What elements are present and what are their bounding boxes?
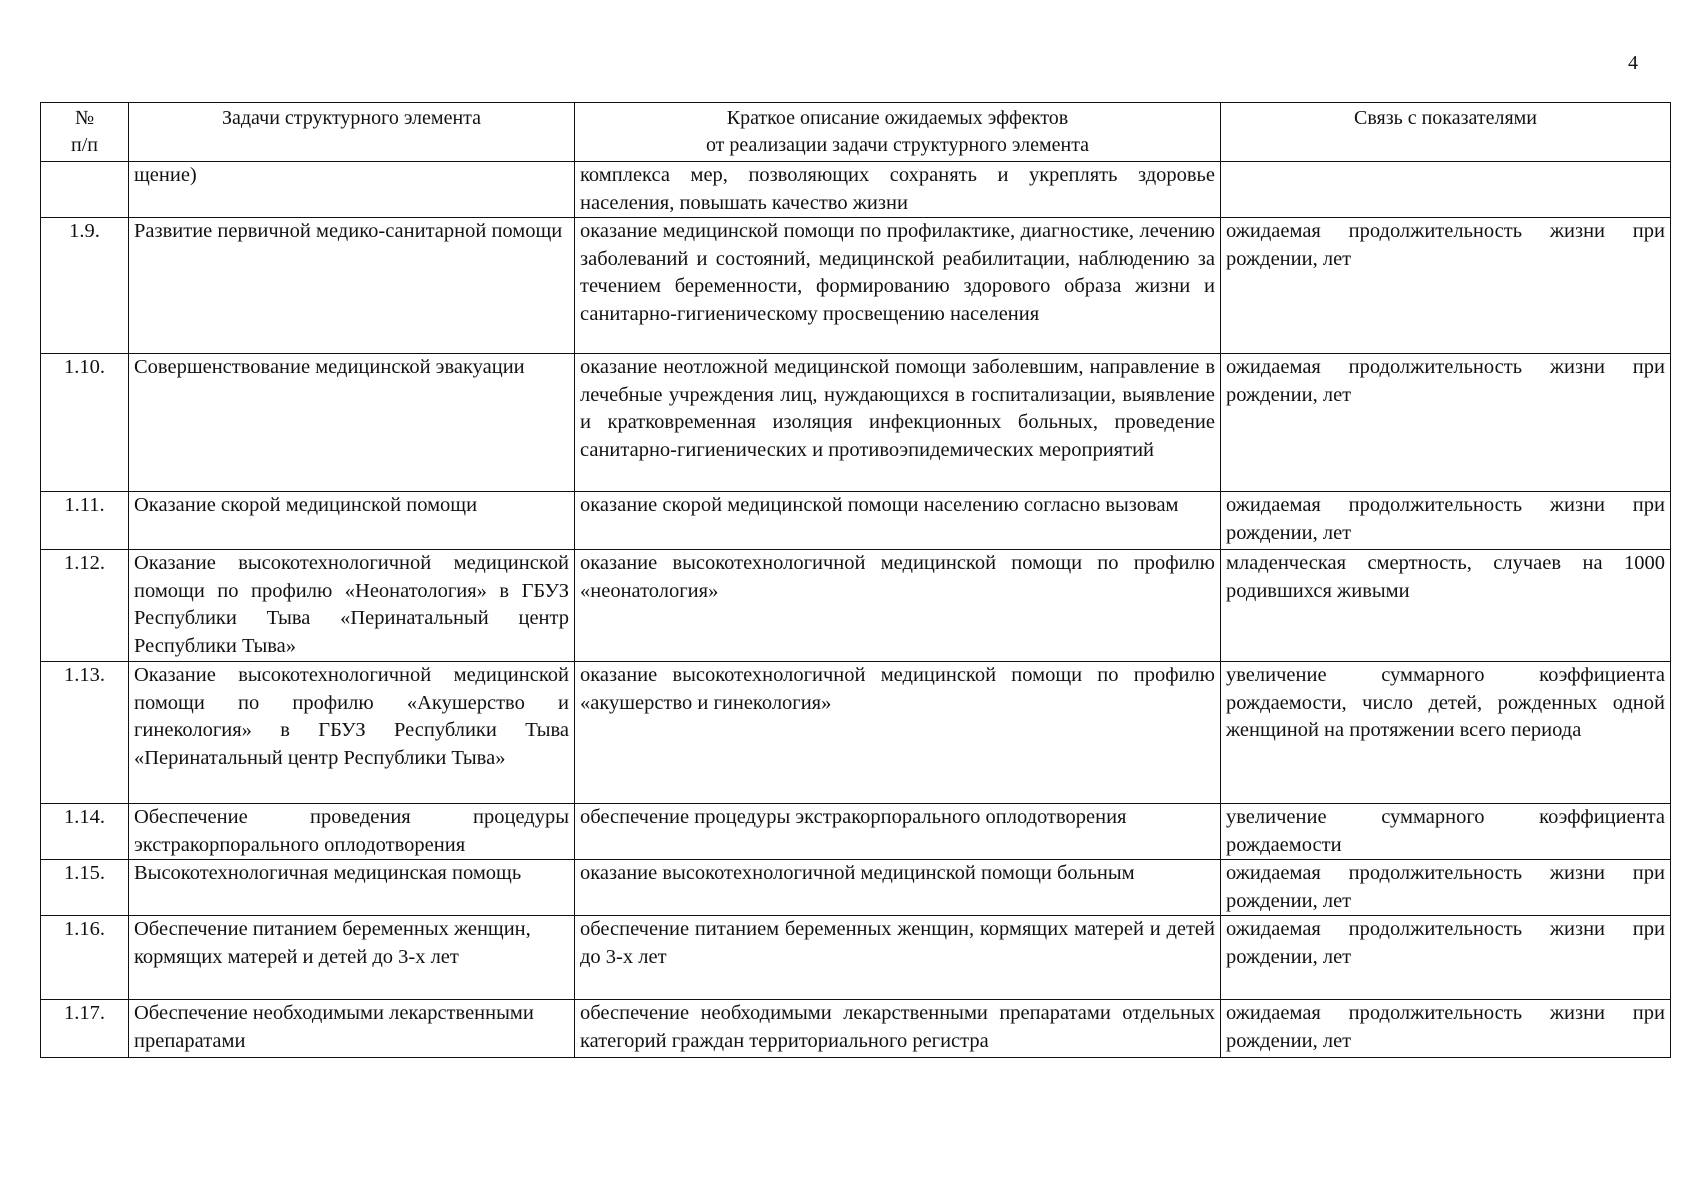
- row-num: 1.14.: [41, 804, 129, 860]
- table-header-row: [41, 103, 1671, 162]
- row-link: ожидаемая продолжительность жизни при рождении, лет: [1221, 1000, 1671, 1058]
- table-row: [41, 162, 1671, 218]
- row-num: 1.15.: [41, 860, 129, 916]
- table-row: [41, 1000, 1671, 1058]
- row-task: Высокотехнологичная медицинская помощь: [129, 860, 575, 916]
- row-link: ожидаемая продолжительность жизни при рождении, лет: [1221, 218, 1671, 354]
- row-effects: оказание скорой медицинской помощи населению согласно вызовам: [575, 492, 1221, 550]
- header-effects: [575, 103, 1221, 162]
- header-effects-line-1: Краткое описание ожидаемых эффектов: [726, 107, 1069, 129]
- row-effects: оказание высокотехнологичной медицинской помощи по профилю «акушерство и гинекология»: [575, 662, 1221, 804]
- tasks-table: [40, 102, 1671, 1058]
- row-effects: обеспечение питанием беременных женщин, кормящих матерей и детей до 3-х лет: [575, 916, 1221, 1000]
- row-effects: обеспечение необходимыми лекарственными препаратами отдельных категорий граждан территориального регистра: [575, 1000, 1221, 1058]
- row-link: ожидаемая продолжительность жизни при рождении, лет: [1221, 354, 1671, 492]
- row-effects: обеспечение процедуры экстракорпорального оплодотворения: [575, 804, 1221, 860]
- row-link: увеличение суммарного коэффициента рождаемости: [1221, 804, 1671, 860]
- header-link: Связь с показателями: [1221, 103, 1671, 162]
- header-task: Задачи структурного элемента: [129, 103, 575, 162]
- table-row: [41, 492, 1671, 550]
- row-link: ожидаемая продолжительность жизни при рождении, лет: [1221, 492, 1671, 550]
- row-num: [41, 162, 129, 218]
- row-num: 1.13.: [41, 662, 129, 804]
- header-num-line-2: п/п: [71, 134, 98, 156]
- table-row: [41, 550, 1671, 662]
- row-task: щение): [129, 162, 575, 218]
- row-num: 1.11.: [41, 492, 129, 550]
- row-effects: оказание высокотехнологичной медицинской помощи больным: [575, 860, 1221, 916]
- table-row: [41, 354, 1671, 492]
- row-num: 1.17.: [41, 1000, 129, 1058]
- row-task: Оказание скорой медицинской помощи: [129, 492, 575, 550]
- row-link: ожидаемая продолжительность жизни при рождении, лет: [1221, 916, 1671, 1000]
- table-row: [41, 860, 1671, 916]
- row-effects: оказание высокотехнологичной медицинской помощи по профилю «неонатология»: [575, 550, 1221, 662]
- row-num: 1.16.: [41, 916, 129, 1000]
- page-number: 4: [1628, 52, 1638, 74]
- row-link: увеличение суммарного коэффициента рождаемости, число детей, рожденных одной женщиной на протяжении всего периода: [1221, 662, 1671, 804]
- row-effects: оказание неотложной медицинской помощи заболевшим, направление в лечебные учреждения лиц, нуждающихся в госпитализации, выявление и кратковременная изоляция инфекционных больных, проведение санитарно-гигиенических и противоэпидемических мероприятий: [575, 354, 1221, 492]
- row-link: ожидаемая продолжительность жизни при рождении, лет: [1221, 860, 1671, 916]
- row-num: 1.10.: [41, 354, 129, 492]
- row-task: Оказание высокотехнологичной медицинской помощи по профилю «Неонатология» в ГБУЗ Республики Тыва «Перинатальный центр Республики Тыва»: [129, 550, 575, 662]
- row-link: младенческая смертность, случаев на 1000 родившихся живыми: [1221, 550, 1671, 662]
- row-task: Обеспечение проведения процедуры экстракорпорального оплодотворения: [129, 804, 575, 860]
- table-row: [41, 218, 1671, 354]
- table-row: [41, 804, 1671, 860]
- row-task: Оказание высокотехнологичной медицинской помощи по профилю «Акушерство и гинекология» в ГБУЗ Республики Тыва «Перинатальный центр Республики Тыва»: [129, 662, 575, 804]
- table-row: [41, 916, 1671, 1000]
- row-task: Обеспечение питанием беременных женщин, кормящих матерей и детей до 3-х лет: [129, 916, 575, 1000]
- row-num: 1.9.: [41, 218, 129, 354]
- header-num: [41, 103, 129, 162]
- row-task: Обеспечение необходимыми лекарственными препаратами: [129, 1000, 575, 1058]
- row-effects: комплекса мер, позволяющих сохранять и укреплять здоровье населения, повышать качество жизни: [575, 162, 1221, 218]
- row-effects: оказание медицинской помощи по профилактике, диагностике, лечению заболеваний и состояний, медицинской реабилитации, наблюдению за течением беременности, формированию здорового образа жизни и санитарно-гигиеническому просвещению населения: [575, 218, 1221, 354]
- table-row: [41, 662, 1671, 804]
- row-task: Развитие первичной медико-санитарной помощи: [129, 218, 575, 354]
- row-num: 1.12.: [41, 550, 129, 662]
- header-num-line-1: №: [74, 107, 95, 129]
- row-link: [1221, 162, 1671, 218]
- row-task: Совершенствование медицинской эвакуации: [129, 354, 575, 492]
- header-effects-line-2: от реализации задачи структурного элемента: [705, 134, 1090, 156]
